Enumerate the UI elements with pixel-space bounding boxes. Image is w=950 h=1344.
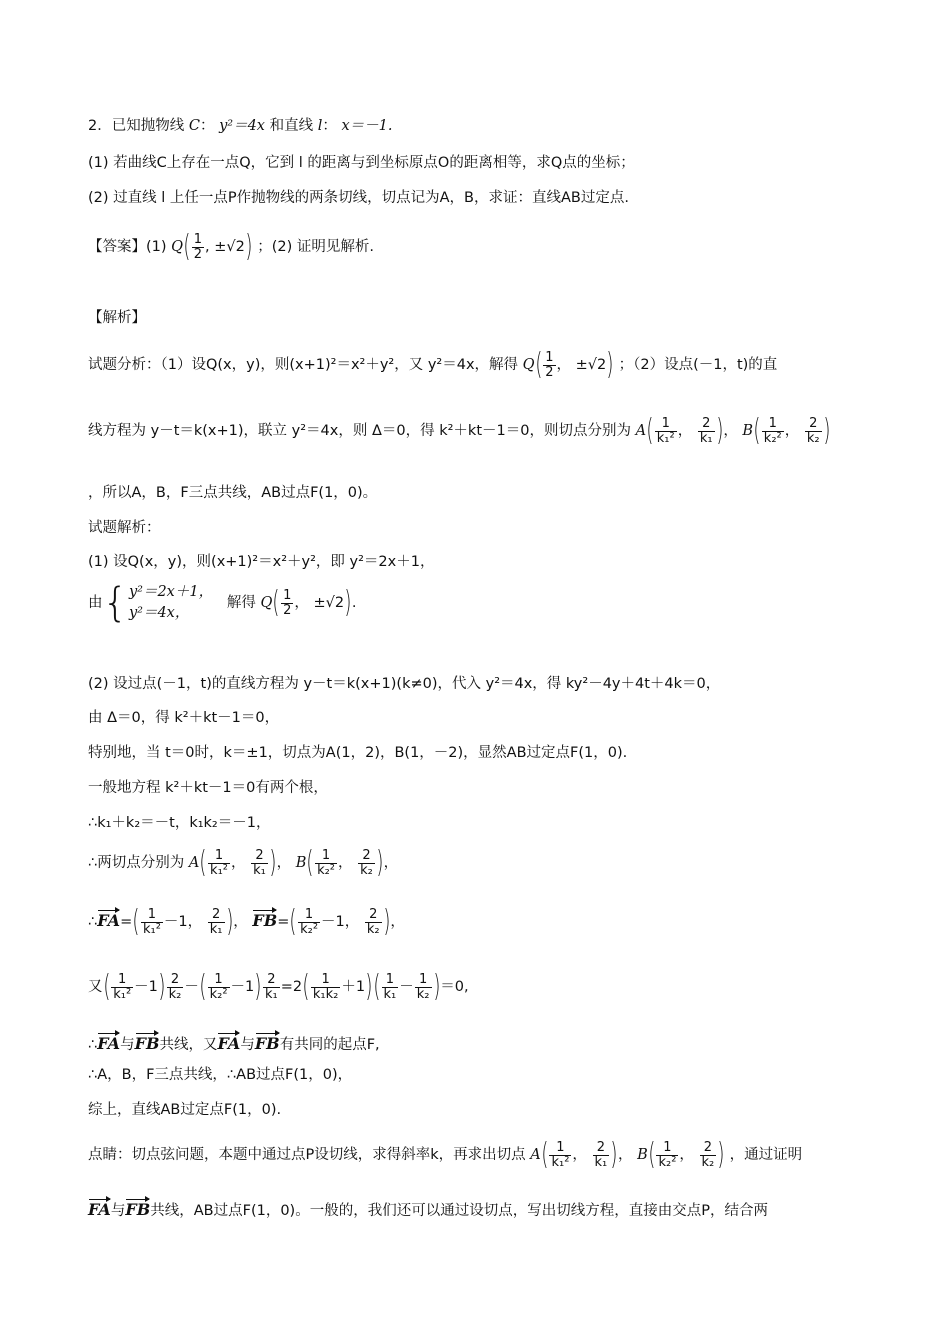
you-char: 由 — [88, 595, 103, 612]
fraction — [543, 351, 555, 379]
denominator: k₂ — [366, 921, 380, 937]
analysis-label: 【解析】 — [88, 310, 146, 326]
solution-label: 试题解析： — [88, 520, 161, 536]
analysis-text: 试题分析：（1）设Q(x，y)，则(x+1)²＝x²＋y²，又 y²＝4x，解得 — [88, 357, 519, 373]
denominator: k₁k₂ — [312, 986, 339, 1002]
numerator: 1 — [661, 415, 670, 431]
minus-sign: － — [184, 979, 199, 995]
numerator: 2 — [170, 971, 180, 987]
vector-fa: FA — [97, 1030, 120, 1053]
equals-zero: ＝0, — [440, 979, 469, 995]
fraction — [549, 1141, 571, 1169]
numerator: 1 — [214, 847, 224, 863]
solution-text: 共线，又 — [159, 1037, 218, 1053]
numerator: 2 — [596, 1139, 606, 1155]
fraction — [208, 849, 230, 877]
numerator: 2 — [369, 906, 378, 922]
solution-p2-collinear: ∴FA与FB共线，又FA与FB有共同的起点F, — [88, 1030, 380, 1054]
point-b: B — [637, 1147, 648, 1163]
problem-statement: 2．已知抛物线 C： y²＝4x 和直线 l： x＝－1. — [88, 118, 393, 134]
fraction — [141, 908, 163, 936]
analysis-line-1: 试题分析：（1）设Q(x，y)，则(x+1)²＝x²＋y²，又 y²＝4x，解得 Q( $\frac{1}{2}$ ， ±√2) ；（2）设点(－1，t)的直 — [88, 347, 778, 382]
comment-line-1: 点睛：切点弦问题，本题中通过点P设切线，求得斜率k，再求出切点 A( $\frac{1}{\text{k₁²}}$ ， $\frac{2}{\text{k₁}}$ )， B( $\frac{1}{\text{k₂²}}$ ， $\frac{2}{\text{k₂}}$ ) ，通过证明 — [88, 1137, 803, 1172]
numerator: 2 — [703, 1139, 713, 1155]
numerator: 1 — [193, 231, 203, 247]
numerator: 1 — [321, 971, 330, 987]
vector-fb: FB — [125, 1196, 150, 1219]
coefficient: 2 — [292, 979, 303, 995]
denominator: k₂ — [806, 430, 820, 446]
denominator: k₂² — [300, 921, 319, 937]
numerator: 2 — [702, 415, 711, 431]
minus-sign: － — [399, 979, 414, 995]
minus-one: －1 — [163, 914, 188, 930]
solution-p2-line10: ∴A，B，F三点共线，∴AB过点F(1，0)， — [88, 1067, 353, 1083]
vector-fb: FB — [135, 1030, 160, 1053]
fraction — [358, 849, 375, 877]
numerator: 2 — [211, 906, 221, 922]
numerator: 2 — [362, 847, 371, 863]
numerator: 1 — [304, 906, 314, 922]
solution-text: 有共同的起点F, — [279, 1037, 380, 1053]
vector-fa: FA — [97, 907, 120, 930]
vector-fb: FB — [255, 1030, 280, 1053]
denominator: k₁² — [551, 1154, 570, 1170]
point-a: A — [635, 423, 647, 439]
denominator: k₂ — [701, 1154, 715, 1170]
fraction — [700, 1141, 717, 1169]
comment-line-2 — [88, 1196, 768, 1220]
problem-number: 2．已知抛物线 — [88, 118, 185, 134]
numerator: 1 — [419, 971, 428, 987]
line-equation: x＝－1. — [341, 118, 393, 134]
problem-mid: 和直线 — [269, 118, 314, 134]
vector-fa: FA — [88, 1196, 111, 1219]
minus-one: －1 — [321, 914, 345, 930]
fraction — [698, 417, 715, 445]
point-q: Q — [260, 595, 273, 612]
numerator: 2 — [255, 847, 264, 863]
denominator: k₁² — [142, 921, 161, 937]
denominator: k₂² — [317, 862, 336, 878]
numerator: 1 — [545, 349, 554, 365]
denominator: k₁² — [210, 862, 228, 878]
equation-system — [129, 582, 213, 624]
numerator: 1 — [147, 906, 157, 922]
answer-label: 【答案】(1) — [88, 239, 167, 255]
solution-p2-line6: ∴两切点分别为 A( $\frac{1}{\text{k₁²}}$ ， $\frac{2}{\text{k₁}}$ )， B( $\frac{1}{\text{k₂²}}$ ， $\frac{2}{\text{k₂}}$ )， — [88, 845, 399, 880]
solution-p2-vectors: ∴FA=( $\frac{1}{\text{k₁²}}$ －1， $\frac{2}{\text{k₁}}$ )， FB=( $\frac{1}{\text{k₂²}}$ －1， $\frac{2}{\text{k₂}}$ )， — [88, 904, 405, 939]
minus-one: －1 — [134, 979, 158, 995]
comment-text: ，通过证明 — [729, 1147, 803, 1163]
fraction — [111, 973, 133, 1001]
solution-p2-line4: 一般地方程 k²＋kt－1＝0有两个根， — [88, 780, 328, 796]
vector-fb: FB — [252, 907, 277, 930]
point-b: B — [742, 423, 754, 439]
fraction — [311, 973, 340, 1001]
denominator: k₂ — [416, 986, 430, 1002]
comment-text: 共线，AB过点F(1，0)。一般的，我们还可以通过设切点，写出切线方程，直接由交点P，结合两 — [150, 1203, 768, 1219]
numerator: 2 — [267, 971, 276, 987]
root-value: ±√2 — [575, 357, 607, 373]
comment-text: 与 — [110, 1203, 126, 1219]
part-2: (2) 过直线 l 上任一点P作抛物线的两条切线，切点记为A，B，求证：直线AB过定点. — [88, 190, 629, 206]
denominator: k₂² — [658, 1154, 677, 1170]
equals-sign: = — [280, 979, 293, 995]
minus-one: －1 — [230, 979, 255, 995]
fraction — [656, 1141, 678, 1169]
answer-root: ±√2 — [214, 239, 245, 255]
analysis-text: ；（2）设点(－1，t)的直 — [618, 357, 778, 373]
fraction — [315, 849, 337, 877]
numerator: 1 — [214, 971, 223, 987]
root-value: ±√2 — [313, 595, 345, 612]
numerator: 1 — [663, 1139, 672, 1155]
analysis-text: 线方程为 y－t＝k(x+1)，联立 y²＝4x，则 Δ＝0，得 k²＋kt－1＝0，则切点分别为 — [88, 423, 631, 439]
denominator: 2 — [283, 602, 292, 618]
solution-p2-line1: (2) 设过点(－1，t)的直线方程为 y－t＝k(x+1)(k≠0)，代入 y²＝4x，得 ky²－4y＋4t＋4k＝0， — [88, 676, 721, 692]
point-q: Q — [522, 357, 535, 373]
parabola-equation: y²＝4x — [219, 118, 265, 134]
numerator: 2 — [809, 415, 818, 431]
fraction — [655, 417, 677, 445]
point-a: A — [530, 1147, 541, 1163]
fraction — [365, 908, 382, 936]
numerator: 1 — [118, 971, 127, 987]
point-b: B — [295, 855, 307, 871]
numerator: 1 — [385, 971, 395, 987]
denominator: k₁ — [209, 921, 223, 937]
denominator: k₂ — [168, 986, 182, 1002]
solution-text: 与 — [240, 1037, 255, 1053]
denominator: k₁ — [699, 430, 713, 446]
point-a: A — [188, 855, 200, 871]
curve-name: C — [188, 118, 200, 134]
line-name: l — [317, 118, 323, 134]
system-eq-2: y²＝4x， — [128, 605, 190, 622]
analysis-line-3: ，所以A，B，F三点共线，AB过点F(1，0)。 — [88, 485, 378, 501]
solve-text: 解得 — [226, 595, 256, 612]
solution-text: ∴两切点分别为 — [88, 855, 185, 871]
solution-p2-line11: 综上，直线AB过定点F(1，0). — [88, 1102, 282, 1118]
answer-line: 【答案】(1) Q( $\frac{1}{2}$ , ±√2) ；(2) 证明见解析. — [88, 229, 374, 264]
fraction — [192, 233, 204, 261]
denominator: k₂² — [209, 986, 228, 1002]
vector-fa: FA — [217, 1030, 240, 1053]
analysis-line-2: 线方程为 y－t＝k(x+1)，联立 y²＝4x，则 Δ＝0，得 k²＋kt－1＝0，则切点分别为 A( $\frac{1}{\text{k₁²}}$ ， $\frac{2}{\text{k₁}}$ )， B( $\frac{1}{\text{k₂²}}$ ， $\frac{2}{\text{k₂}}$ ) — [88, 413, 830, 448]
denominator: k₂ — [360, 862, 373, 878]
numerator: 1 — [283, 587, 292, 603]
fraction — [762, 417, 784, 445]
fraction — [208, 908, 225, 936]
denominator: k₁ — [253, 862, 266, 878]
fraction — [593, 1141, 610, 1169]
answer-rest: ；(2) 证明见解析. — [257, 239, 374, 255]
part-1: (1) 若曲线C上存在一点Q，它到 l 的距离与到坐标原点O的距离相等，求Q点的坐标； — [88, 155, 635, 171]
fraction — [805, 417, 822, 445]
system-eq-1: y²＝2x＋1， — [128, 584, 214, 600]
numerator: 1 — [556, 1139, 565, 1155]
solution-p2-line5: ∴k₁＋k₂＝－t，k₁k₂＝－1， — [88, 815, 271, 831]
numerator: 1 — [768, 415, 777, 431]
denominator: 2 — [545, 364, 554, 380]
solution-p2-line2: 由 Δ＝0，得 k²＋kt－1＝0， — [88, 710, 280, 726]
fraction — [298, 908, 320, 936]
comment-text: 点睛：切点弦问题，本题中通过点P设切线，求得斜率k，再求出切点 — [88, 1147, 526, 1163]
fraction — [251, 849, 268, 877]
denominator: k₁ — [383, 986, 397, 1002]
solution-p1-system: 由{y²＝2x＋1， y²＝4x， 解得 Q( $\frac{1}{2}$ ， ±√2). — [88, 580, 357, 627]
denominator: k₁ — [265, 986, 278, 1002]
fraction — [382, 973, 399, 1001]
fraction — [263, 973, 280, 1001]
solution-p1-line1: (1) 设Q(x，y)，则(x+1)²＝x²＋y²，即 y²＝2x＋1， — [88, 554, 435, 570]
fraction — [167, 973, 184, 1001]
plus-one: ＋1 — [341, 979, 366, 995]
solution-p2-line3: 特别地，当 t＝0时，k＝±1，切点为A(1，2)，B(1，－2)，显然AB过定点F(1，0). — [88, 745, 628, 761]
denominator: k₁² — [113, 986, 132, 1002]
numerator: 1 — [321, 847, 331, 863]
denominator: k₁ — [594, 1154, 608, 1170]
solution-p2-identity: 又( $\frac{1}{\text{k₁²}}$ －1) $\frac{2}{\text{k₂}}$ －( $\frac{1}{\text{k₂²}}$ －1) $\frac{2}{\text{k₁}}$ =2( $\frac{1}{\text{k₁k₂}}$ ＋1)( $\frac{1}{\text{k₁}}$ － $\frac{1}{\text{k₂}}$ )＝0, — [88, 969, 469, 1004]
fraction — [281, 589, 293, 617]
denominator: k₁² — [656, 430, 675, 446]
denominator: 2 — [193, 246, 203, 262]
denominator: k₂² — [763, 430, 782, 446]
solution-text: 与 — [120, 1037, 135, 1053]
fraction — [208, 973, 230, 1001]
fraction — [415, 973, 432, 1001]
you-char: 又 — [88, 979, 103, 995]
answer-q: Q — [171, 239, 184, 255]
